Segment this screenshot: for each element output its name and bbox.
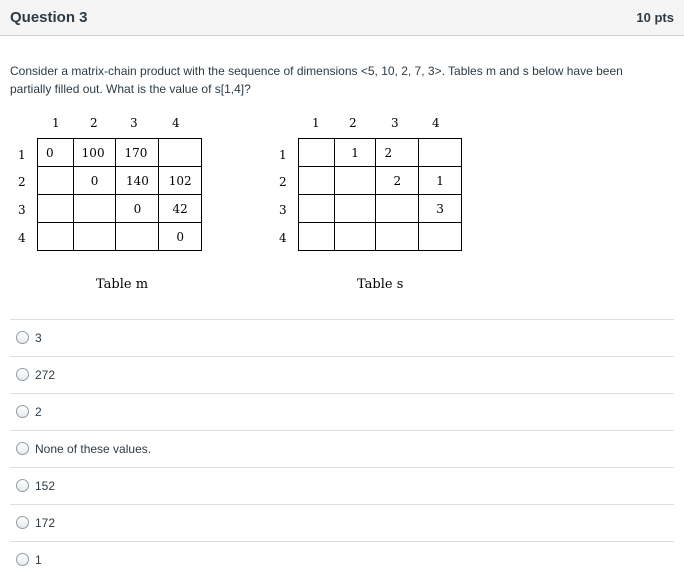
answer-option[interactable] (10, 541, 674, 575)
prompt-line-2: partially filled out. What is the value of s[1,4]? (10, 82, 251, 96)
question-prompt (10, 62, 660, 98)
table-m-row-header: 4 (18, 231, 26, 245)
table-m-cell (38, 167, 74, 195)
table-s-cell (419, 139, 462, 167)
table-m-row-header: 3 (18, 203, 26, 217)
radio-button[interactable] (16, 516, 29, 529)
table-m-cell (73, 195, 116, 223)
table-s-cell (334, 167, 376, 195)
table-m-col-header: 1 (52, 116, 60, 130)
radio-button[interactable] (16, 442, 29, 455)
prompt-line-1: Consider a matrix-chain product with the sequence of dimensions <5, 10, 2, 7, 3>. Tables m and s below have been (10, 64, 623, 78)
table-s-cell: 3 (419, 195, 462, 223)
answer-option[interactable] (10, 504, 674, 541)
table-s-cell: 1 (419, 167, 462, 195)
table-m-row-header: 1 (18, 148, 26, 162)
table-s-col-header: 3 (391, 116, 399, 130)
table-m-cell: 0 (73, 167, 116, 195)
table-m-cell (159, 139, 202, 167)
table-m-col-header: 3 (130, 116, 138, 130)
table-s-cell (299, 223, 335, 251)
answer-list (10, 319, 674, 575)
question-title: Question 3 (10, 9, 88, 26)
table-row (299, 139, 462, 167)
question-points: 10 pts (636, 10, 674, 25)
table-m-cell: 0 (116, 195, 159, 223)
table-m-caption: Table m (96, 277, 149, 292)
table-row (38, 167, 202, 195)
table-m-cell (73, 223, 116, 251)
table-m-row-header: 2 (18, 175, 26, 189)
table-m (37, 138, 202, 251)
answer-label[interactable]: 1 (35, 553, 42, 567)
table-m-cell (38, 223, 74, 251)
answer-label[interactable]: None of these values. (35, 442, 152, 456)
table-row (299, 223, 462, 251)
table-s-cell (334, 223, 376, 251)
radio-button[interactable] (16, 368, 29, 381)
answer-option[interactable] (10, 467, 674, 504)
question-header (0, 0, 684, 36)
table-s-col-header: 4 (432, 116, 440, 130)
table-m-cell: 0 (38, 139, 74, 167)
answer-option[interactable] (10, 393, 674, 430)
table-s-cell (299, 167, 335, 195)
table-s-col-header: 2 (349, 116, 357, 130)
table-s-cell (299, 195, 335, 223)
table-s-cell: 2 (376, 139, 419, 167)
table-m-cell: 100 (73, 139, 116, 167)
table-s (298, 138, 462, 251)
table-m-cell (38, 195, 74, 223)
table-row (38, 223, 202, 251)
table-row (38, 195, 202, 223)
table-m-cell (116, 223, 159, 251)
answer-option[interactable] (10, 356, 674, 393)
radio-button[interactable] (16, 553, 29, 566)
table-s-row-header: 4 (279, 231, 287, 245)
table-s-cell (299, 139, 335, 167)
answer-label[interactable]: 272 (35, 368, 56, 382)
table-row (299, 167, 462, 195)
table-s-row-header: 2 (279, 175, 287, 189)
table-m-cell: 140 (116, 167, 159, 195)
radio-button[interactable] (16, 405, 29, 418)
answer-label[interactable]: 2 (35, 405, 42, 419)
table-s-cell (376, 195, 419, 223)
table-m-col-header: 2 (90, 116, 98, 130)
table-m-cell: 102 (159, 167, 202, 195)
table-s-cell (334, 195, 376, 223)
answer-option[interactable] (10, 430, 674, 467)
table-s-cell (376, 223, 419, 251)
table-s-cell: 1 (334, 139, 376, 167)
table-m-cell: 0 (159, 223, 202, 251)
table-s-row-header: 1 (279, 148, 287, 162)
answer-option[interactable] (10, 319, 674, 356)
answer-label[interactable]: 172 (35, 516, 56, 530)
table-m-col-header: 4 (172, 116, 180, 130)
table-row (38, 139, 202, 167)
table-row (299, 195, 462, 223)
answer-label[interactable]: 152 (35, 479, 56, 493)
table-m-cell: 42 (159, 195, 202, 223)
answer-label[interactable]: 3 (35, 331, 42, 345)
table-s-cell: 2 (376, 167, 419, 195)
table-s-caption: Table s (357, 277, 404, 292)
table-s-col-header: 1 (312, 116, 320, 130)
table-s-cell (419, 223, 462, 251)
radio-button[interactable] (16, 331, 29, 344)
table-m-cell: 170 (116, 139, 159, 167)
table-s-row-header: 3 (279, 203, 287, 217)
radio-button[interactable] (16, 479, 29, 492)
